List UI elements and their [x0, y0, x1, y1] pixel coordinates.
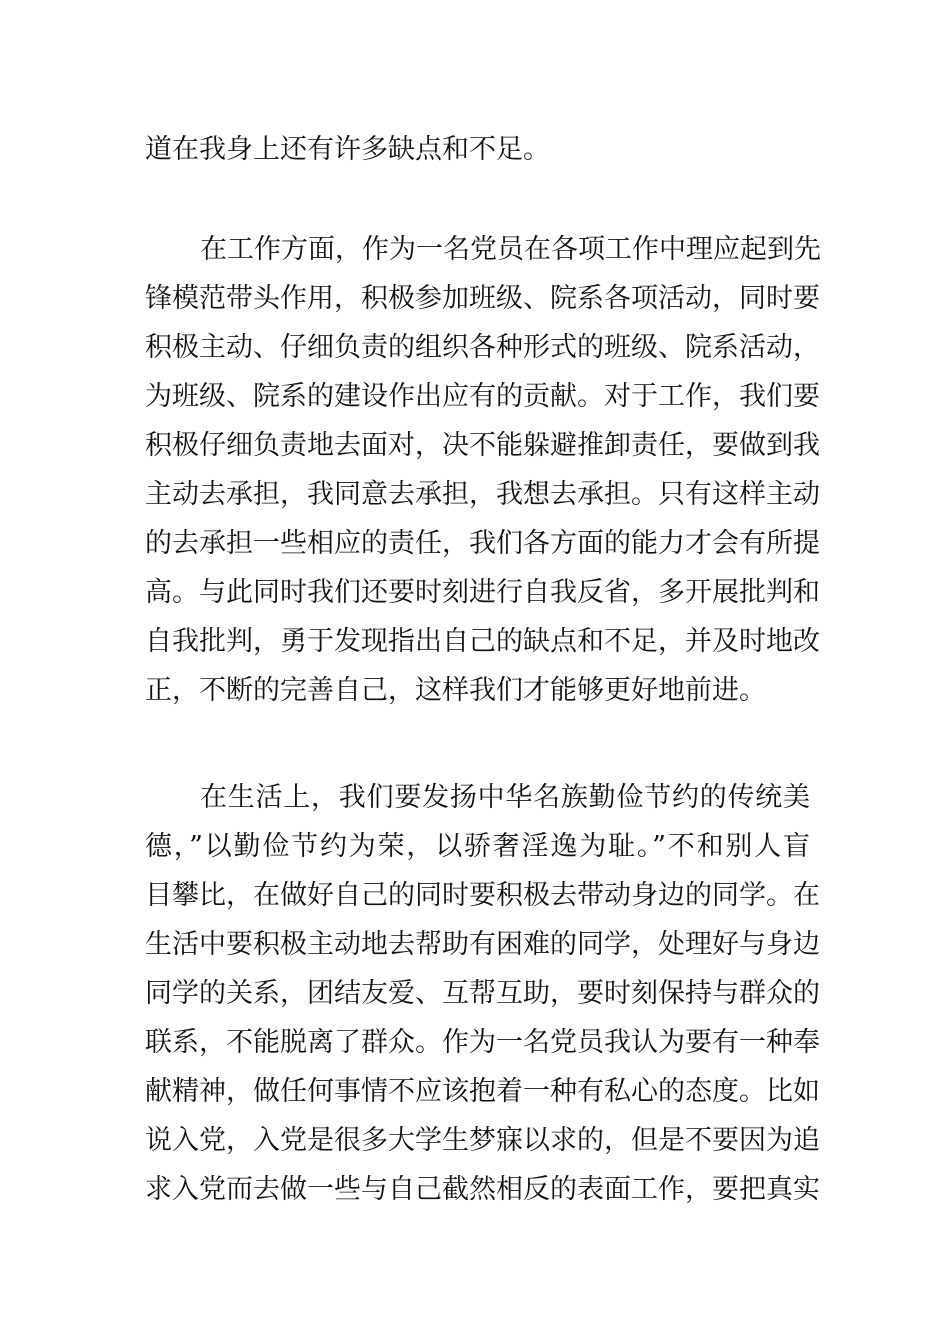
paragraph-3-line-6: 联系，不能脱离了群众。作为一名党员我认为要有一种奉: [145, 1027, 820, 1058]
paragraph-2-line-9: 自我批判，勇于发现指出自己的缺点和不足，并及时地改: [145, 626, 820, 657]
paragraph-2-line-5: 积极仔细负责地去面对，决不能躲避推卸责任，要做到我: [145, 430, 820, 461]
paragraph-2-line-4: 为班级、院系的建设作出应有的贡献。对于工作，我们要: [145, 381, 820, 412]
paragraph-3-line-2: 德，”以勤俭节约为荣，以骄奢淫逸为耻。”不和别人盲: [145, 831, 810, 862]
paragraph-3-line-7: 献精神，做任何事情不应该抱着一种有私心的态度。比如: [145, 1076, 820, 1107]
paragraph-3-line-1: 在生活上，我们要发扬中华名族勤俭节约的传统美: [200, 782, 810, 813]
paragraph-2-line-8: 高。与此同时我们还要时刻进行自我反省，多开展批判和: [145, 577, 820, 608]
paragraph-3-line-8: 说入党，入党是很多大学生梦寐以求的，但是不要因为追: [145, 1125, 820, 1156]
paragraph-2-line-2: 锋模范带头作用，积极参加班级、院系各项活动，同时要: [145, 283, 820, 314]
paragraph-3-line-3: 目攀比，在做好自己的同时要积极去带动身边的同学。在: [145, 880, 820, 911]
paragraph-3-line-9: 求入党而去做一些与自己截然相反的表面工作，要把真实: [145, 1174, 820, 1205]
paragraph-1-line-1: 道在我身上还有许多缺点和不足。: [145, 134, 550, 165]
paragraph-2-line-10: 正，不断的完善自己，这样我们才能够更好地前进。: [145, 675, 766, 706]
paragraph-3-line-4: 生活中要积极主动地去帮助有困难的同学，处理好与身边: [145, 929, 820, 960]
paragraph-2-line-6: 主动去承担，我同意去承担，我想去承担。只有这样主动: [145, 479, 820, 510]
paragraph-2-line-1: 在工作方面，作为一名党员在各项工作中理应起到先: [200, 234, 821, 265]
paragraph-2-line-3: 积极主动、仔细负责的组织各种形式的班级、院系活动，: [145, 332, 820, 363]
paragraph-2-line-7: 的去承担一些相应的责任，我们各方面的能力才会有所提: [145, 528, 820, 559]
paragraph-3-line-5: 同学的关系，团结友爱、互帮互助，要时刻保持与群众的: [145, 978, 820, 1009]
